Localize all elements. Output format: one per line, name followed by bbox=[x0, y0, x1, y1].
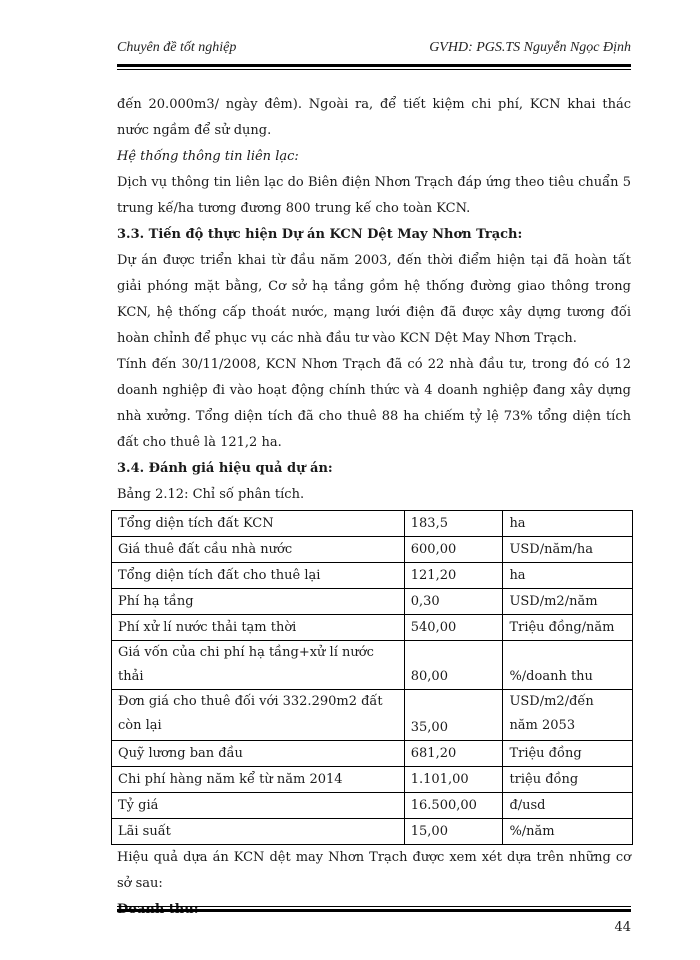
table-cell-value: 1.101,00 bbox=[404, 767, 503, 793]
document-body bbox=[117, 92, 631, 923]
header-advisor: GVHD: PGS.TS Nguyễn Ngọc Định bbox=[429, 40, 631, 55]
table-cell-unit: %/năm bbox=[503, 819, 633, 845]
paragraph-communications: Dịch vụ thông tin liên lạc do Biên điện Nhơn Trạch đáp ứng theo tiêu chuẩn 5 trung kế/ha tương đương 800 trung kế cho toàn KCN. bbox=[117, 175, 631, 216]
analysis-table bbox=[111, 510, 633, 845]
table-cell-label: Giá vốn của chi phí hạ tầng+xử lí nước thải bbox=[112, 641, 405, 690]
table-cell-unit: ha bbox=[503, 563, 633, 589]
table-cell-label: Phí hạ tầng bbox=[112, 589, 405, 615]
table-cell-label bbox=[112, 690, 405, 741]
table-row bbox=[112, 537, 633, 563]
footer-rule-thick bbox=[117, 909, 631, 912]
table-cell-unit-line: năm 2053 bbox=[509, 718, 576, 733]
table-row bbox=[112, 511, 633, 537]
table-cell-value: 0,30 bbox=[404, 589, 503, 615]
table-cell-value: 540,00 bbox=[404, 615, 503, 641]
paragraph-progress: Dự án được triển khai từ đầu năm 2003, đến thời điểm hiện tại đã hoàn tất giải phóng mặt bằng, Cơ sở hạ tầng gồm hệ thống đường giao thông trong KCN, hệ thống cấp thoát nước, mạng lưới điện đã được xây dựng tương đối hoàn chỉnh để phục vụ các nhà đầu tư vào KCN Dệt May Nhơn Trạch. bbox=[117, 253, 631, 346]
section-heading-3-4: 3.4. Đánh giá hiệu quả dự án: bbox=[117, 461, 333, 476]
table-cell-unit: ha bbox=[503, 511, 633, 537]
table-cell-value: 16.500,00 bbox=[404, 793, 503, 819]
table-row bbox=[112, 641, 633, 690]
subheading-communications: Hệ thống thông tin liên lạc: bbox=[117, 149, 299, 164]
table-cell-value: 183,5 bbox=[404, 511, 503, 537]
table-row bbox=[112, 563, 633, 589]
table-row bbox=[112, 767, 633, 793]
table-cell-unit: Triệu đồng/năm bbox=[503, 615, 633, 641]
table-row bbox=[112, 793, 633, 819]
section-heading-3-3: 3.3. Tiến độ thực hiện Dự án KCN Dệt May Nhơn Trạch: bbox=[117, 227, 523, 242]
table-row bbox=[112, 589, 633, 615]
table-cell-value: 600,00 bbox=[404, 537, 503, 563]
table-cell-unit-line: USD/m2/đến bbox=[509, 694, 594, 709]
paragraph-water: đến 20.000m3/ ngày đêm). Ngoài ra, để tiết kiệm chi phí, KCN khai thác nước ngầm để sử dụng. bbox=[117, 97, 631, 138]
table-cell-label-line: còn lại bbox=[118, 718, 162, 733]
table-cell-label: Chi phí hàng năm kể từ năm 2014 bbox=[112, 767, 405, 793]
table-cell-label: Quỹ lương ban đầu bbox=[112, 741, 405, 767]
table-cell-value: 121,20 bbox=[404, 563, 503, 589]
table-row bbox=[112, 819, 633, 845]
table-cell-label-line: Đơn giá cho thuê đối với 332.290m2 đất bbox=[118, 694, 383, 709]
table-row bbox=[112, 690, 633, 741]
footer-rule-thin bbox=[117, 906, 631, 907]
table-cell-label: Tỷ giá bbox=[112, 793, 405, 819]
table-cell-label: Tổng diện tích đất KCN bbox=[112, 511, 405, 537]
table-cell-unit: triệu đồng bbox=[503, 767, 633, 793]
header-rule-thin bbox=[117, 69, 631, 70]
table-cell-unit: USD/m2/năm bbox=[503, 589, 633, 615]
table-cell-unit: đ/usd bbox=[503, 793, 633, 819]
table-cell-value: 681,20 bbox=[404, 741, 503, 767]
page-header bbox=[117, 38, 631, 60]
page-number: 44 bbox=[614, 920, 631, 935]
table-caption: Bảng 2.12: Chỉ số phân tích. bbox=[117, 487, 305, 502]
table-cell-label: Giá thuê đất cầu nhà nước bbox=[112, 537, 405, 563]
table-cell-unit bbox=[503, 690, 633, 741]
table-cell-unit: Triệu đồng bbox=[503, 741, 633, 767]
header-rule-thick bbox=[117, 64, 631, 67]
header-title: Chuyên đề tốt nghiệp bbox=[117, 40, 237, 55]
table-cell-value: 35,00 bbox=[404, 690, 503, 741]
table-row bbox=[112, 615, 633, 641]
table-cell-label: Phí xử lí nước thải tạm thời bbox=[112, 615, 405, 641]
table-cell-label: Lãi suất bbox=[112, 819, 405, 845]
table-cell-label: Tổng diện tích đất cho thuê lại bbox=[112, 563, 405, 589]
table-row bbox=[112, 741, 633, 767]
table-cell-value: 80,00 bbox=[404, 641, 503, 690]
table-cell-value: 15,00 bbox=[404, 819, 503, 845]
table-cell-unit: %/doanh thu bbox=[503, 641, 633, 690]
paragraph-investors: Tính đến 30/11/2008, KCN Nhơn Trạch đã có 22 nhà đầu tư, trong đó có 12 doanh nghiệp đi vào hoạt động chính thức và 4 doanh nghiệp đang xây dựng nhà xưởng. Tổng diện tích đã cho thuê 88 ha chiếm tỷ lệ 73% tổng diện tích đất cho thuê là 121,2 ha. bbox=[117, 357, 631, 450]
table-cell-unit: USD/năm/ha bbox=[503, 537, 633, 563]
paragraph-evaluation: Hiệu quả dựa án KCN dệt may Nhơn Trạch được xem xét dựa trên những cơ sở sau: bbox=[117, 850, 631, 891]
